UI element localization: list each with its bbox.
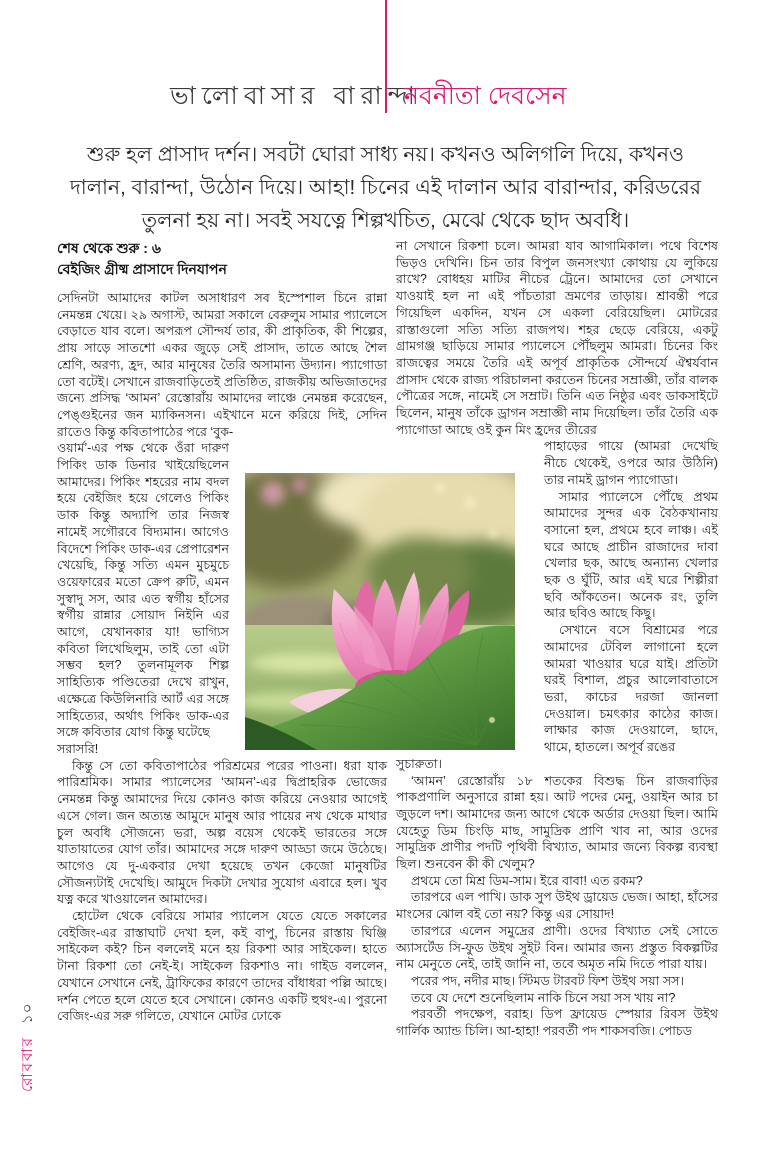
article-subtitle: বেইজিং গ্রীষ্ম প্রাসাদে দিনযাপন — [57, 261, 227, 277]
series-kicker: শেষ থেকে শুরু : ৬ — [57, 240, 161, 256]
folio — [20, 1003, 35, 1092]
paragraph: সেখানে বসে বিশ্রামের পরে আমাদের টেবিল লাগানো হলে আমরা খাওয়ার ঘরে যাই। প্রতিটা ঘরই বিশাল, প্রচুর আলোবাতাসে ভরা, কাচের দরজা জানলা দেওয়াল। চমৎকার কাঠের কাজ। লাক্ষার কাজ দেওয়ালে, ছাদে, থামে, হাতলে। অপূর্ব রঙের — [544, 623, 718, 755]
paragraph: পরবর্তী পদক্ষেপ, বরাহ। ডিপ ফ্রায়েড স্পেয়ার রিবস উইথ গার্লিক অ্যান্ড চিলি। আ-হাহা! পরবর্তী পদ শাকসবজি। পোচড — [396, 1007, 718, 1039]
paragraph: সামার প্যালেসে পৌঁছে প্রথম আমাদের সুন্দর এক বৈঠকখানায় বসানো হল, প্রথমে হবে লাঞ্চ। এই ঘরে আছে প্রাচীন রাজাদের দাবা খেলার ছক, আছে অন্যান্য খেলার ছক ও ঘুঁটি, আর এই ঘরে শিল্পীরা ছবি আঁকতেন। অনেক রং, তুলি আর ছবিও আছে কিছু। — [544, 489, 718, 621]
left-text-beside-photo: ওয়ার্ম’-এর পক্ষ থেকে ওঁরা দারুণ পিকিং ডাক ডিনার খাইয়েছিলেন আমাদের। পিকিং শহরের নাম বদল হয়ে বেইজিং হয়ে গেলেও পিকিং ডাক কিন্তু অদ্যাপি তার নিজস্ব নামেই সগৌরবে বিদ্যমান। আগেও বিদেশে পিকিং ডাক-এর প্রেপারেশন খেয়েছি, কিন্তু সত্যি এমন মুচমুচে ওয়েফারের মতো ক্রেপ রুটি, এমন সুস্বাদু সস, আর এত স্বর্গীয় হাঁসের স্বর্গীয় রান্নার সোয়াদ নিইনি এর আগে, যেখানকার যা! ভাগ্যিস কবিতা লিখেছিলুম, তাই তো এটা সম্ভব হল? তুলনামূলক শিল্প সাহিত্যিক পণ্ডিতেরা দেখে রাখুন, এক্ষেত্রে কিউলিনারি আর্ট এর সঙ্গে সাহিত্যের, অর্থাৎ পিকিং ডাক-এর সঙ্গে কবিতার যোগ কিন্তু ঘটেছে — [57, 441, 229, 740]
lead-paragraph: শুরু হল প্রাসাদ দর্শন। সবটা ঘোরা সাধ্য নয়। কখনও অলিগলি দিয়ে, কখনও দালান, বারান্দা, উঠোন দিয়ে। আহা! চিনের এই দালান আর বারান্দার, করিডরের তুলনা হয় না। সবই সযত্নে শিল্পখচিত, মেঝে থেকে ছাদ অবধি। — [69, 143, 702, 232]
magazine-name: রোববার — [19, 1036, 36, 1092]
page-number: ১০ — [19, 1002, 36, 1025]
paragraph: সুচারুতা। — [396, 756, 443, 771]
right-text-beside-photo — [544, 438, 718, 755]
paragraph: হোটেল থেকে বেরিয়ে সামার প্যালেস যেতে যেতে সকালের বেইজিং-এর রাস্তাঘাট দেখা হল, কই বাপু, চিনের রাস্তায় ঘিঞ্জি সাইকেল কই? চিন বললেই মনে হয় রিকশা আর সাইকেল। হাতে টানা রিকশা তো নেই-ই। সাইকেল রিকশাও না। গাইড বললেন, যেখানে সেখানে নেই, ট্রাফিকের কারণে তাদের বাঁধাধরা পল্লি আছে। দর্শন পেতে হলে যেতে হবে সেখানে। কোনও একটি হুথং-এ। পুরনো বেজিং-এর সরু গলিতে, যেখানে মোটর ঢোকে — [57, 909, 387, 1024]
paragraph: পরের পদ, নদীর মাছ। স্টিমড টারবট ফিশ উইথ সয়া সস। — [411, 973, 684, 988]
lotus-photo — [245, 473, 515, 750]
paragraph: সরাসরি! — [57, 741, 99, 756]
left-text-bottom — [57, 741, 387, 1025]
author-name: নবনীতা দেবসেন — [404, 82, 567, 110]
paragraph: তারপরে এল পাখি। ডাক সুপ উইথ ড্রায়েড ভেজ। আহা, হাঁসের মাংসের ঝোল বই তো নয়? কিন্তু এর সোয়াদ! — [396, 890, 718, 922]
paragraph: কিন্তু সে তো কবিতাপাঠের পরিশ্রমের পরের পাওনা। ধরা যাক পারিশ্রমিক। সামার প্যালেসের ‘আমন’-এর দ্বিপ্রাহরিক ভোজের নেমন্তন্ন কিন্তু আমাদের দিয়ে কোনও কাজ করিয়ে নেওয়ার আগেই এসে গেল। জন অত্যন্ত আমুদে মানুষ আর পায়ের নখ থেকে মাথার চুল অবধি সৌজন্যে ভরা, অল্প বয়েস থেকেই ভারতের সঙ্গে যাতায়াতের যোগ তাঁর। আমাদের সঙ্গে দারুণ আড্ডা জমে উঠেছে। আগেও যে দু-একবার দেখা হয়েছে তখন কেজো মানুষটির সৌজন্যটাই দেখেছি। আমুদে দিকটা দেখার সুযোগ এবারে হল। খুব যত্ন করে খাওয়ালেন আমাদের। — [57, 758, 387, 907]
paragraph: ‘আমন’ রেস্তোরাঁয় ১৮ শতকের বিশুদ্ধ চিন রাজবাড়ির পাকপ্রণালি অনুসারে রান্না হয়। আট পদের মেনু, ওয়াইন আর চা জুড়লে দশ। আমাদের জন্য আগে থেকে অর্ডার দেওয়া ছিল। আমি যেহেতু ডিম চিংড়ি মাছ, সামুদ্রিক প্রাণি খাব না, আর ওদের সামুদ্রিক প্রাণীর পদটি পৃথিবী বিখ্যাত, আমার জন্যে বিকল্প ব্যবস্থা ছিল। শুনবেন কী কী খেলুম? — [396, 773, 718, 872]
page-title: ভালোবাসার বারান্দা — [170, 82, 421, 110]
paragraph: তারপরে এলেন সমুদ্রের প্রাণী। ওদের বিখ্যাত সেই সোতে অ্যাসর্টেড সি-ফুড উইথ সুইট বিন। আমার জন্য প্রস্তুত বিকল্পটির নাম মেনুতে নেই, তাই জানি না, তবে অমৃত নমি দিতে পারা যায়। — [396, 923, 718, 972]
right-text-bottom — [396, 756, 718, 1040]
paragraph: তবে যে দেশে শুনেছিলাম নাকি চিনে সয়া সস খায় না? — [411, 990, 676, 1005]
right-text-top: না সেখানে রিকশা চলে। আমরা যাব আগামিকাল। পথে বিশেষ ভিড়ও দেখিনি। চিন তার বিপুল জনসংখ্যা কোথায় যে লুকিয়ে রাখে? বোধহয় মাটির নীচের ট্রেনে। আমাদের তো সেখানে যাওয়াই হল না এই পাঁচতারা ভ্রমণের তাড়ায়। শ্রাবন্তী পরে গিয়েছিল একদিন, যখন সে একলা বেরিয়েছিল। মোটরের রাস্তাগুলো সত্যি সত্যি রাজপথ। শহর ছেড়ে বেরিয়ে, একটু গ্রামগঞ্জ ছাড়িয়ে সামার প্যালেসে পৌঁছলুম আমরা। চিনের কিং রাজত্বের সময়ে তৈরি এই অপূর্ব প্রাকৃতিক সৌন্দর্যে ঐশ্বর্যবান প্রাসাদ থেকে রাজ্য পরিচালনা করতেন চিনের সম্রাজ্ঞী, তাঁর বালক পৌত্রের সঙ্গে, নামেই সে সম্রাট। তিনি এত নিষ্ঠুর এবং ডাকসাইটে ছিলেন, মানুষ তাঁকে ড্রাগন সম্রাজ্ঞী নাম দিয়েছিল। তাঁর তৈরি এক প্যাগোডা আছে ওই কুন মিং হ্রদের তীরের — [396, 239, 718, 437]
paragraph: পাহাড়ের গায়ে (আমরা দেখেছি নীচে থেকেই, ওপরে আর উঠিনি) তার নামই ড্রাগন প্যাগোডা। — [544, 439, 718, 487]
paragraph: প্রথমে তো মিশ্র ডিম-সাম। ইরে বাবা! এত রকম? — [411, 873, 643, 888]
left-text-top: সেদিনটা আমাদের কাটল অসাধারণ সব ইস্পেশাল চিনে রান্না নেমন্তন্ন খেয়ে। ২৯ অগাস্ট, আমরা সকালে বেরুলুম সামার প্যালেসে বেড়াতে যাব বলে। অপরূপ সৌন্দর্য তার, কী প্রাকৃতিক, কী শিল্পের, প্রায় সাড়ে সাতশো একর জুড়ে সেই প্রাসাদ, তাতে আছে শৈল শ্রেণি, অরণ্য, হ্রদ, আর মানুষের তৈরি অসামান্য উদ্যান। প্যাগোডা তো বটেই। সেখানে রাজবাড়িতেই প্রতিষ্ঠিত, রাজকীয় অভিজাতদের জন্যে প্রসিদ্ধ ‘আমন’ রেস্তোরাঁয় আমাদের লাঞ্চে নেমন্তন্ন করেছেন, পেঙ্গুইনের জন ম্যাকিনসন। এইখানে মনে করিয়ে দিই, সেদিন রাতেও কিন্তু কবিতাপাঠের পরে ‘বুক- — [57, 291, 387, 439]
